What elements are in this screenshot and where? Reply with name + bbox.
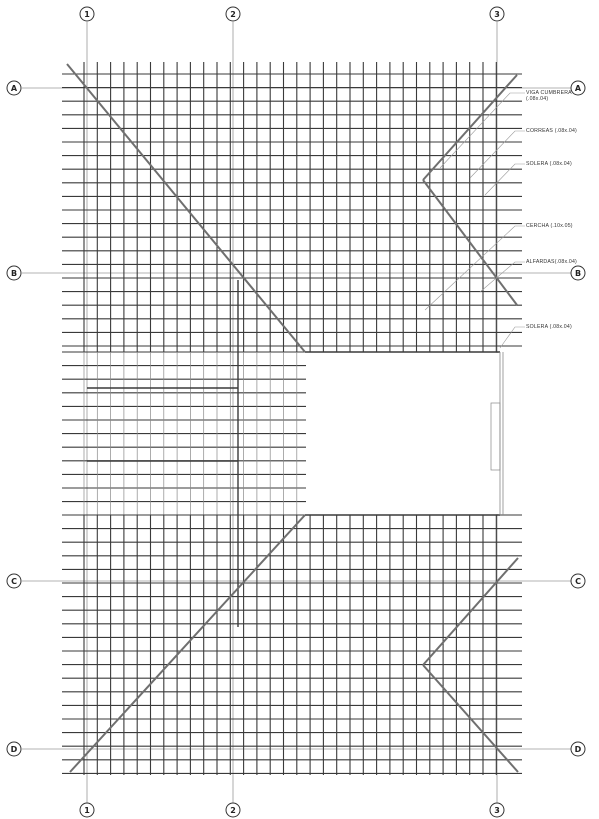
bubble-col-1-bottom [80, 803, 94, 817]
note-viga-size: (.08x.04) [526, 96, 549, 102]
svg-text:1: 1 [84, 10, 90, 19]
svg-text:D: D [10, 745, 18, 754]
svg-text:B: B [10, 269, 18, 278]
annotations [526, 90, 577, 330]
note-viga-cumbrera: VIGA CUMBRERA [526, 90, 572, 96]
svg-text:D: D [574, 745, 582, 754]
leader-solera-mid [500, 327, 525, 348]
note-alfardas: ALFARDAS(.08x.04) [526, 259, 577, 265]
hip-line-bottom-right-upper [423, 558, 518, 665]
svg-text:2: 2 [230, 806, 236, 815]
bubble-col-3-bottom [490, 803, 504, 817]
courtyard-void [307, 353, 499, 514]
note-solera-mid: SOLERA (.08x.04) [526, 324, 572, 330]
bubble-row-b-left [7, 266, 21, 280]
bubble-row-c-right [571, 574, 585, 588]
svg-text:3: 3 [494, 806, 500, 815]
svg-text:B: B [574, 269, 582, 278]
note-cercha: CERCHA (.10x.05) [526, 223, 573, 229]
bubble-row-b-right [571, 266, 585, 280]
leader-correas [470, 131, 525, 178]
note-correas: CORREAS (.08x.04) [526, 128, 577, 134]
roof-framing [62, 62, 522, 775]
svg-text:3: 3 [494, 10, 500, 19]
bubble-row-c-left [7, 574, 21, 588]
svg-text:A: A [574, 84, 582, 93]
bubble-col-2-top [226, 7, 240, 21]
bubble-col-1-top [80, 7, 94, 21]
hip-line-top-left [67, 64, 305, 352]
svg-text:2: 2 [230, 10, 236, 19]
bubble-col-3-top [490, 7, 504, 21]
annotation-leaders [425, 93, 525, 348]
bubble-row-d-left [7, 742, 21, 756]
svg-text:A: A [10, 84, 18, 93]
leader-alfardas [480, 262, 525, 292]
bubble-row-a-right [571, 81, 585, 95]
bubble-col-2-bottom [226, 803, 240, 817]
leader-cercha [425, 226, 525, 310]
bubble-row-d-right [571, 742, 585, 756]
bubble-row-a-left [7, 81, 21, 95]
note-solera-top: SOLERA (.08x.04) [526, 161, 572, 167]
svg-text:C: C [11, 577, 17, 586]
svg-text:1: 1 [84, 806, 90, 815]
svg-text:C: C [575, 577, 581, 586]
